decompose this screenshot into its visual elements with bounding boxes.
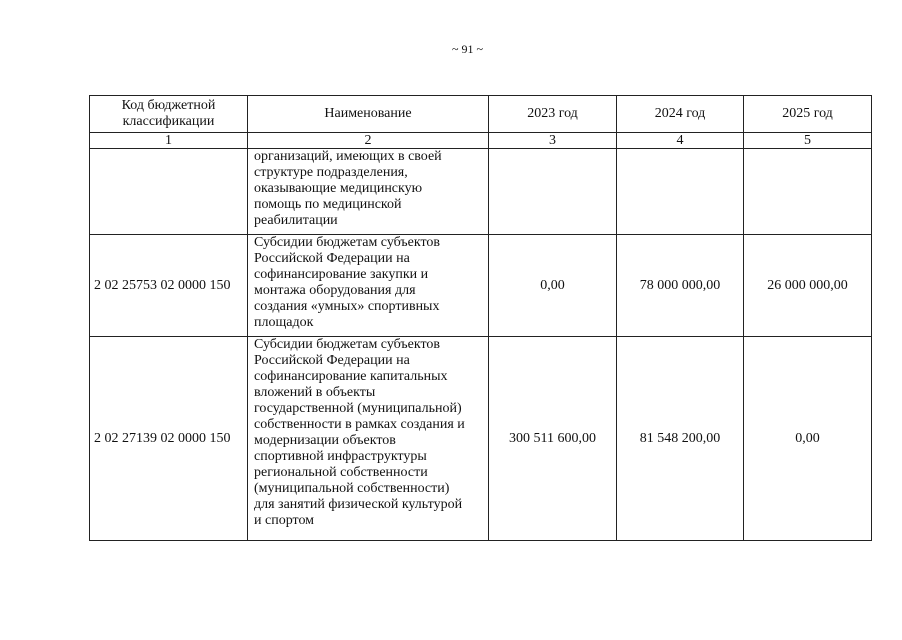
name-cell — [248, 337, 489, 541]
name-line: и спортом — [254, 513, 315, 528]
name-line: для занятий физической культурой — [254, 497, 463, 512]
name-line: Российской Федерации на — [254, 251, 410, 266]
name-line: создания «умных» спортивных — [254, 299, 440, 314]
budget-table — [89, 95, 872, 541]
column-number: 1 — [90, 133, 248, 149]
name-line: собственности в рамках создания и — [254, 417, 465, 432]
column-number-row — [90, 133, 872, 149]
value-2023: 300 511 600,00 — [489, 337, 617, 541]
header-2025: 2025 год — [744, 96, 872, 133]
value-2023: 0,00 — [489, 235, 617, 337]
column-number: 3 — [489, 133, 617, 149]
column-number: 5 — [744, 133, 872, 149]
name-line: площадок — [254, 315, 314, 330]
value-2024 — [617, 149, 744, 235]
name-line: Субсидии бюджетам субъектов — [254, 337, 441, 352]
code-cell — [90, 149, 248, 235]
name-line: монтажа оборудования для — [254, 283, 416, 298]
name-line: структуре подразделения, — [254, 165, 408, 180]
value-2024: 78 000 000,00 — [617, 235, 744, 337]
value-2025 — [744, 149, 872, 235]
value-2023 — [489, 149, 617, 235]
code-cell: 2 02 25753 02 0000 150 — [90, 235, 248, 337]
name-line: государственной (муниципальной) — [254, 401, 462, 416]
name-line: оказывающие медицинскую — [254, 181, 423, 196]
name-line: реабилитации — [254, 213, 338, 228]
header-2024: 2024 год — [617, 96, 744, 133]
header-code: Код бюджетной классификации — [90, 96, 248, 133]
column-number: 2 — [248, 133, 489, 149]
name-line: софинансирование закупки и — [254, 267, 429, 282]
name-line: спортивной инфраструктуры — [254, 449, 427, 464]
header-2023: 2023 год — [489, 96, 617, 133]
name-line: (муниципальной собственности) — [254, 481, 450, 496]
name-line: региональной собственности — [254, 465, 428, 480]
name-cell — [248, 149, 489, 235]
name-line: организаций, имеющих в своей — [254, 149, 442, 164]
value-2025: 26 000 000,00 — [744, 235, 872, 337]
column-number: 4 — [617, 133, 744, 149]
name-line: софинансирование капитальных — [254, 369, 448, 384]
name-cell — [248, 235, 489, 337]
page-number: ~ 91 ~ — [452, 42, 483, 56]
name-line: помощь по медицинской — [254, 197, 402, 212]
header-name: Наименование — [248, 96, 489, 133]
code-cell: 2 02 27139 02 0000 150 — [90, 337, 248, 541]
name-line: Российской Федерации на — [254, 353, 410, 368]
value-2025: 0,00 — [744, 337, 872, 541]
name-line: модернизации объектов — [254, 433, 396, 448]
table-header-row — [90, 96, 872, 133]
value-2024: 81 548 200,00 — [617, 337, 744, 541]
table-row — [90, 337, 872, 541]
name-line: Субсидии бюджетам субъектов — [254, 235, 441, 250]
table-row — [90, 149, 872, 235]
table-row — [90, 235, 872, 337]
name-line: вложений в объекты — [254, 385, 376, 400]
